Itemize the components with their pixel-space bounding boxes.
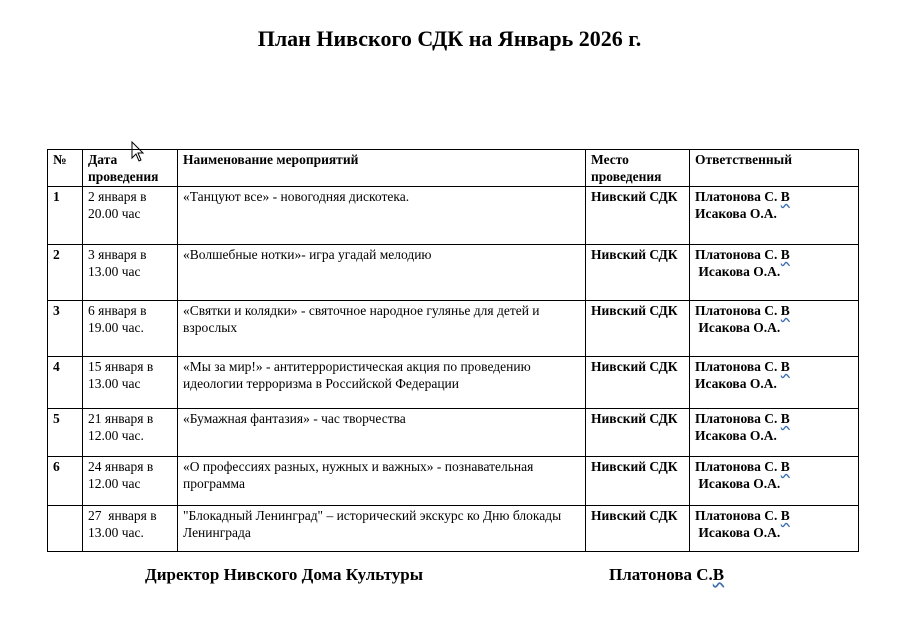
row-place: Нивский СДК [586,409,690,457]
row-date: 6 января в 19.00 час. [83,301,178,357]
responsible-secondary: Исакова О.А. [695,264,781,279]
row-event: «Святки и колядки» - святочное народное гулянье для детей и взрослых [178,301,586,357]
row-event: «Бумажная фантазия» - час творчества [178,409,586,457]
table-row [48,357,859,409]
row-number: 3 [48,301,83,357]
row-event: "Блокадный Ленинград" – исторический экскурс ко Дню блокады Ленинграда [178,506,586,552]
row-place: Нивский СДК [586,457,690,506]
column-header-responsible: Ответственный [690,150,859,187]
events-table [47,149,859,552]
spellcheck-initial: В [780,411,790,426]
row-place: Нивский СДК [586,506,690,552]
director-name: Платонова С. [609,565,713,584]
row-date: 3 января в 13.00 час [83,245,178,301]
row-date: 27 января в 13.00 час. [83,506,178,552]
responsible-primary: Платонова С. [695,411,781,426]
responsible-primary: Платонова С. [695,508,781,523]
column-header-number: № [48,150,83,187]
row-number: 4 [48,357,83,409]
row-event: «Волшебные нотки»- игра угадай мелодию [178,245,586,301]
spellcheck-initial: В [780,189,790,204]
responsible-secondary: Исакова О.А. [695,376,777,391]
director-title: Директор Нивского Дома Культуры [145,565,423,584]
spellcheck-initial: В [780,303,790,318]
director-signature-name [609,565,724,585]
responsible-secondary: Исакова О.А. [695,476,781,491]
row-responsible [690,187,859,245]
row-number [48,506,83,552]
responsible-secondary: Исакова О.А. [695,428,777,443]
responsible-primary: Платонова С. [695,359,781,374]
table-header-row [48,150,859,187]
row-event: «Танцуют все» - новогодняя дискотека. [178,187,586,245]
row-responsible [690,357,859,409]
row-number: 6 [48,457,83,506]
row-responsible [690,457,859,506]
page-title: План Нивского СДК на Январь 2026 г. [257,26,642,51]
spellcheck-initial: В [780,508,790,523]
responsible-secondary: Исакова О.А. [695,206,777,221]
row-event: «Мы за мир!» - антитеррористическая акция по проведению идеологии терроризма в Российской Федерации [178,357,586,409]
row-event: «О профессиях разных, нужных и важных» - познавательная программа [178,457,586,506]
spellcheck-initial: В [780,359,790,374]
row-number: 5 [48,409,83,457]
column-header-event: Наименование мероприятий [178,150,586,187]
table-row [48,409,859,457]
row-responsible [690,409,859,457]
row-date: 2 января в 20.00 час [83,187,178,245]
row-number: 1 [48,187,83,245]
row-date: 24 января в 12.00 час [83,457,178,506]
row-place: Нивский СДК [586,357,690,409]
spellcheck-initial: В [780,459,790,474]
row-place: Нивский СДК [586,301,690,357]
row-responsible [690,506,859,552]
responsible-primary: Платонова С. [695,189,781,204]
row-date: 21 января в 12.00 час. [83,409,178,457]
row-responsible [690,301,859,357]
row-date: 15 января в 13.00 час [83,357,178,409]
responsible-primary: Платонова С. [695,459,781,474]
spellcheck-initial: В [780,247,790,262]
row-place: Нивский СДК [586,187,690,245]
table-row [48,245,859,301]
responsible-secondary: Исакова О.А. [695,525,781,540]
column-header-date: Дата проведения [83,150,178,187]
table-row [48,187,859,245]
table-row [48,457,859,506]
table-row [48,506,859,552]
spellcheck-initial: В [712,565,725,584]
table-row [48,301,859,357]
responsible-primary: Платонова С. [695,303,781,318]
responsible-secondary: Исакова О.А. [695,320,781,335]
row-number: 2 [48,245,83,301]
responsible-primary: Платонова С. [695,247,781,262]
row-place: Нивский СДК [586,245,690,301]
column-header-place: Место проведения [586,150,690,187]
row-responsible [690,245,859,301]
